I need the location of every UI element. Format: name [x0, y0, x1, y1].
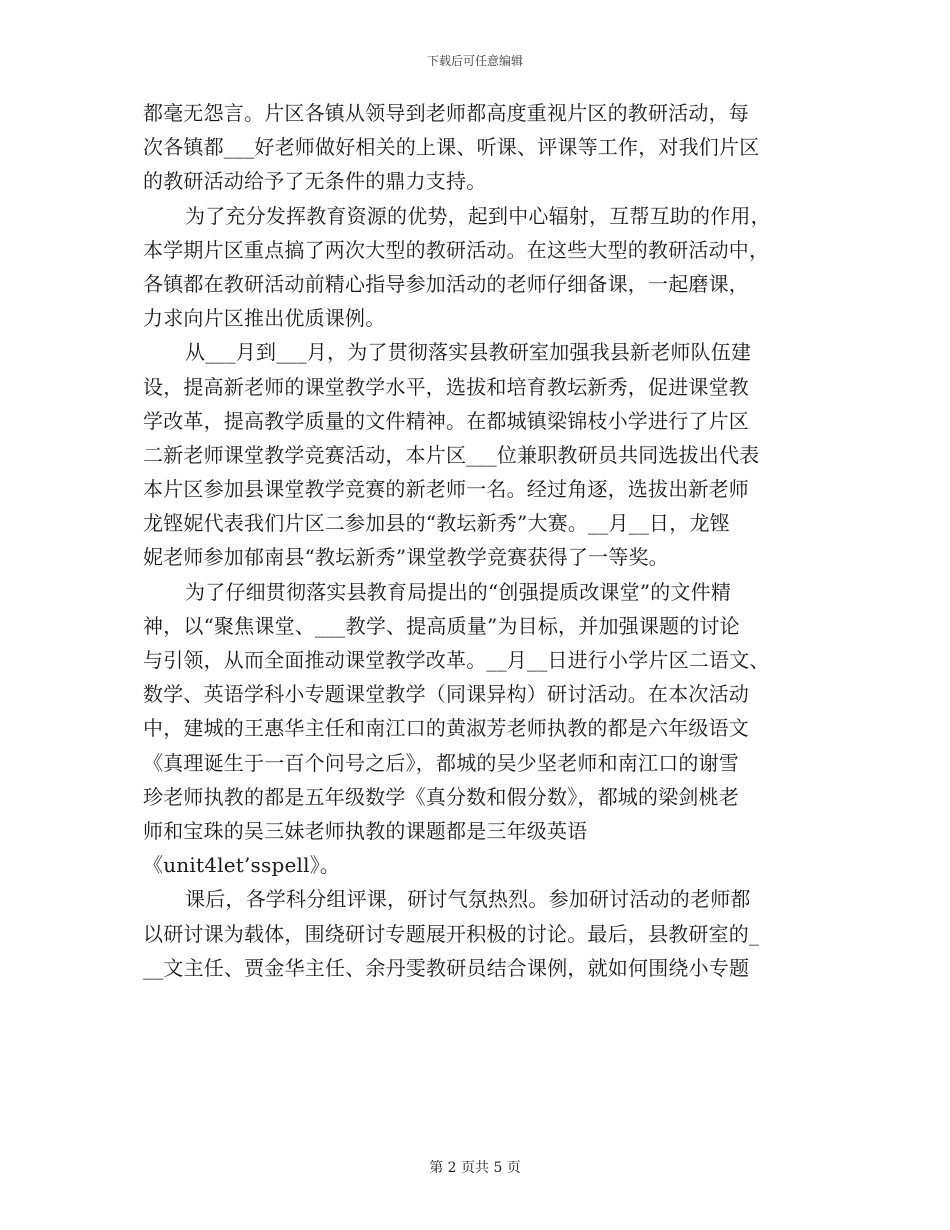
text-line: 各镇都在教研活动前精心指导参加活动的老师仔细备课，一起磨课， — [143, 271, 749, 296]
text-line: __文主任、贾金华主任、余丹雯教研员结合课例，就如何围绕小专题 — [143, 955, 750, 980]
text-line: 为了充分发挥教育资源的优势，起到中心辐射，互帮互助的作用， — [185, 203, 771, 228]
text-line: 从___月到___月，为了贯彻落实县教研室加强我县新老师队伍建 — [185, 340, 752, 365]
text-line: 学改革，提高教学质量的文件精神。在都城镇梁锦枝小学进行了片区 — [143, 408, 749, 433]
text-line: 《真理诞生于一百个问号之后》，都城的吴少坚老师和南江口的谢雪 — [143, 750, 739, 775]
text-line: 神，以“聚焦课堂、___教学、提高质量”为目标，并加强课题的讨论 — [143, 613, 740, 638]
page-footer: 第 2 页共 5 页 — [429, 1160, 521, 1176]
text-line: 珍老师执教的都是五年级数学《真分数和假分数》，都城的梁剑桃老 — [143, 784, 739, 809]
document-body — [143, 96, 803, 985]
text-line: 《unit4let’sspell》。 — [143, 853, 341, 878]
text-line: 与引领，从而全面推动课堂教学改革。__月__日进行小学片区二语文、 — [143, 648, 770, 672]
text-line: 龙铿妮代表我们片区二参加县的“教坛新秀”大赛。__月__日，龙铿 — [143, 511, 730, 536]
text-line: 以研讨课为载体，围绕研讨专题展开积极的讨论。最后，县教研室的_ — [143, 921, 760, 946]
text-line: 力求向片区推出优质课例。 — [143, 306, 386, 331]
text-line: 次各镇都___好老师做好相关的上课、听课、评课等工作，对我们片区 — [143, 135, 760, 160]
text-line: 师和宝珠的吴三妹老师执教的课题都是三年级英语 — [143, 818, 588, 843]
text-line: 的教研活动给予了无条件的鼎力支持。 — [143, 169, 487, 194]
text-line: 都毫无怨言。片区各镇从领导到老师都高度重视片区的教研活动，每 — [143, 101, 749, 125]
text-line: 本学期片区重点搞了两次大型的教研活动。在这些大型的教研活动中， — [143, 237, 770, 262]
text-line: 为了仔细贯彻落实县教育局提出的“创强提质改课堂”的文件精 — [185, 579, 732, 604]
page-header: 下载后可任意编辑 — [426, 54, 523, 68]
text-line: 中，建城的王惠华主任和南江口的黄淑芳老师执教的都是六年级语文 — [143, 716, 749, 741]
text-line: 二新老师课堂教学竞赛活动，本片区___位兼职教研员共同选拔出代表 — [143, 442, 760, 467]
text-line: 数学、英语学科小专题课堂教学（同课异构）研讨活动。在本次活动 — [143, 682, 749, 707]
text-line: 本片区参加县课堂教学竞赛的新老师一名。经过角逐，选拔出新老师 — [143, 477, 749, 502]
text-line: 妮老师参加郁南县“教坛新秀”课堂教学竞赛获得了一等奖。 — [143, 545, 669, 570]
text-line: 课后，各学科分组评课，研讨气氛热烈。参加研讨活动的老师都 — [185, 887, 751, 912]
text-line: 设，提高新老师的课堂教学水平，选拔和培育教坛新秀，促进课堂教 — [143, 374, 749, 399]
